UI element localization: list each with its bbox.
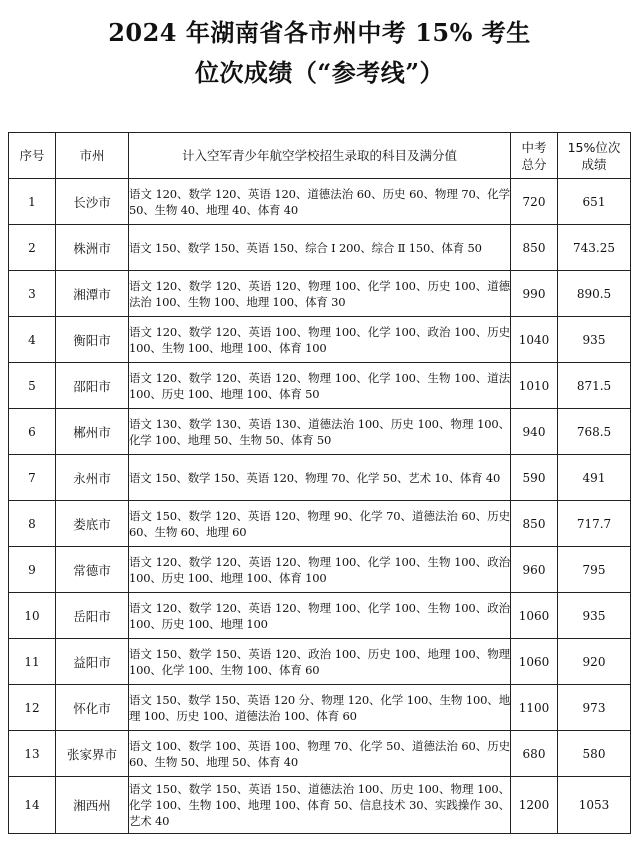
row-total: 850	[511, 225, 558, 271]
table-row	[9, 363, 631, 409]
row-city: 岳阳市	[56, 593, 129, 639]
row-index: 6	[9, 409, 56, 455]
row-total: 960	[511, 547, 558, 593]
table-row	[9, 639, 631, 685]
row-index: 7	[9, 455, 56, 501]
row-total: 1100	[511, 685, 558, 731]
table-row	[9, 409, 631, 455]
row-subjects: 语文 120、数学 120、英语 100、物理 100、化学 100、政治 100、历史 100、生物 100、地理 100、体育 100	[129, 317, 511, 363]
table-row	[9, 455, 631, 501]
row-index: 11	[9, 639, 56, 685]
row-index: 10	[9, 593, 56, 639]
header-total-line-2: 总分	[521, 156, 547, 172]
table-row	[9, 225, 631, 271]
header-score-line-2: 成绩	[581, 156, 607, 172]
row-city: 邵阳市	[56, 363, 129, 409]
row-score: 935	[558, 317, 631, 363]
header-city: 市州	[56, 133, 129, 179]
row-subjects: 语文 120、数学 120、英语 120、物理 100、化学 100、生物 100、政治 100、历史 100、地理 100、体育 100	[129, 547, 511, 593]
header-index: 序号	[9, 133, 56, 179]
row-score: 717.7	[558, 501, 631, 547]
row-score: 651	[558, 179, 631, 225]
row-subjects: 语文 150、数学 150、英语 120、政治 100、历史 100、地理 100、物理 100、化学 100、生物 100、体育 60	[129, 639, 511, 685]
row-score: 890.5	[558, 271, 631, 317]
row-total: 1200	[511, 777, 558, 834]
row-index: 14	[9, 777, 56, 834]
row-index: 4	[9, 317, 56, 363]
table-row	[9, 317, 631, 363]
row-total: 1060	[511, 593, 558, 639]
table-row	[9, 547, 631, 593]
table-row	[9, 731, 631, 777]
row-city: 湘潭市	[56, 271, 129, 317]
table-row	[9, 179, 631, 225]
row-index: 2	[9, 225, 56, 271]
row-subjects: 语文 120、数学 120、英语 120、物理 100、化学 100、历史 100、道德法治 100、生物 100、地理 100、体育 30	[129, 271, 511, 317]
row-score: 795	[558, 547, 631, 593]
row-city: 湘西州	[56, 777, 129, 834]
row-index: 3	[9, 271, 56, 317]
row-subjects: 语文 150、数学 150、英语 120 分、物理 120、化学 100、生物 100、地理 100、历史 100、道德法治 100、体育 60	[129, 685, 511, 731]
row-total: 990	[511, 271, 558, 317]
table-header-row	[9, 133, 631, 179]
row-total: 940	[511, 409, 558, 455]
row-city: 怀化市	[56, 685, 129, 731]
row-index: 12	[9, 685, 56, 731]
row-subjects: 语文 150、数学 150、英语 150、综合 Ⅰ 200、综合 Ⅱ 150、体育 50	[129, 225, 511, 271]
row-score: 768.5	[558, 409, 631, 455]
row-city: 张家界市	[56, 731, 129, 777]
row-subjects: 语文 150、数学 150、英语 120、物理 70、化学 50、艺术 10、体育 40	[129, 455, 511, 501]
header-total-line-1: 中考	[521, 139, 547, 155]
score-table	[8, 132, 631, 834]
row-index: 1	[9, 179, 56, 225]
row-city: 株洲市	[56, 225, 129, 271]
row-subjects: 语文 100、数学 100、英语 100、物理 70、化学 50、道德法治 60、历史 60、生物 50、地理 50、体育 40	[129, 731, 511, 777]
header-subjects: 计入空军青少年航空学校招生录取的科目及满分值	[129, 133, 511, 179]
row-city: 衡阳市	[56, 317, 129, 363]
row-index: 8	[9, 501, 56, 547]
table-row	[9, 777, 631, 834]
table-row	[9, 685, 631, 731]
row-total: 680	[511, 731, 558, 777]
row-index: 13	[9, 731, 56, 777]
row-total: 1010	[511, 363, 558, 409]
header-score	[558, 133, 631, 179]
row-total: 850	[511, 501, 558, 547]
row-index: 5	[9, 363, 56, 409]
row-city: 娄底市	[56, 501, 129, 547]
header-score-line-1: 15%位次	[567, 139, 621, 155]
row-total: 1040	[511, 317, 558, 363]
row-subjects: 语文 120、数学 120、英语 120、道德法治 60、历史 60、物理 70、化学 50、生物 40、地理 40、体育 40	[129, 179, 511, 225]
row-score: 920	[558, 639, 631, 685]
row-subjects: 语文 130、数学 130、英语 130、道德法治 100、历史 100、物理 100、化学 100、地理 50、生物 50、体育 50	[129, 409, 511, 455]
table-row	[9, 501, 631, 547]
row-city: 常德市	[56, 547, 129, 593]
row-index: 9	[9, 547, 56, 593]
document-title-line-2: 位次成绩（“参考线”）	[194, 58, 445, 87]
row-city: 郴州市	[56, 409, 129, 455]
row-score: 871.5	[558, 363, 631, 409]
row-total: 720	[511, 179, 558, 225]
row-subjects: 语文 150、数学 120、英语 120、物理 90、化学 70、道德法治 60、历史 60、生物 60、地理 60	[129, 501, 511, 547]
row-score: 935	[558, 593, 631, 639]
row-subjects: 语文 120、数学 120、英语 120、物理 100、化学 100、生物 100、道法 100、历史 100、地理 100、体育 50	[129, 363, 511, 409]
row-score: 491	[558, 455, 631, 501]
row-score: 743.25	[558, 225, 631, 271]
row-score: 973	[558, 685, 631, 731]
table-row	[9, 271, 631, 317]
row-total: 1060	[511, 639, 558, 685]
row-subjects: 语文 120、数学 120、英语 120、物理 100、化学 100、生物 100、政治 100、历史 100、地理 100	[129, 593, 511, 639]
row-total: 590	[511, 455, 558, 501]
row-city: 长沙市	[56, 179, 129, 225]
document-title-line-1: 2024 年湖南省各市州中考 15% 考生	[108, 18, 531, 47]
table-row	[9, 593, 631, 639]
row-score: 580	[558, 731, 631, 777]
header-total	[511, 133, 558, 179]
row-subjects: 语文 150、数学 150、英语 150、道德法治 100、历史 100、物理 100、化学 100、生物 100、地理 100、体育 50、信息技术 30、实践操作 30、艺术 40	[129, 777, 511, 834]
row-city: 益阳市	[56, 639, 129, 685]
row-city: 永州市	[56, 455, 129, 501]
row-score: 1053	[558, 777, 631, 834]
